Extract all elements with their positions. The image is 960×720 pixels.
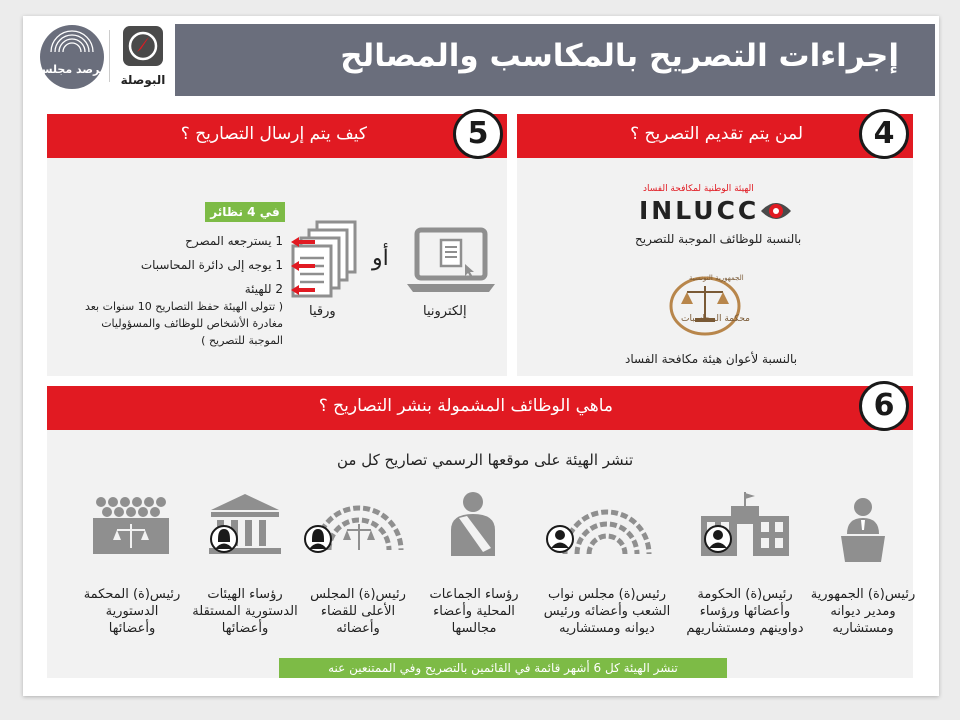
section-4-header bbox=[517, 114, 913, 158]
role-government: رئيس(ة) الحكومة وأعضائها ورؤساء دواوينهم ومستشاريهم bbox=[686, 587, 804, 636]
bousla-logo bbox=[117, 22, 169, 92]
logo-area bbox=[23, 16, 175, 96]
role-judicial-council: رئيس(ة) المجلس الأعلى للقضاء وأعضائه bbox=[310, 587, 406, 636]
section-4-title: لمن يتم تقديم التصريح ؟ bbox=[630, 124, 803, 144]
copy-item-3: 2 للهيئة bbox=[244, 282, 283, 296]
female-person-badge-icon bbox=[303, 524, 333, 554]
role-parliament: رئيس(ة) مجلس نواب الشعب وأعضائه ورئيس ديوانه ومستشاريه bbox=[543, 587, 671, 636]
role-constitutional-court: رئيس(ة) المحكمة الدستورية وأعضائها bbox=[83, 587, 181, 636]
page-title: إجراءات التصريح بالمكاسب والمصالح bbox=[340, 38, 899, 74]
copy-item-1: 1 يسترجعه المصرح bbox=[185, 234, 283, 248]
arrow-left-icon bbox=[291, 285, 315, 295]
inlucc-caption: بالنسبة للوظائف الموجبة للتصريح bbox=[635, 232, 802, 246]
role-constitutional-bodies: رؤساء الهيئات الدستورية المستقلة وأعضائها bbox=[192, 587, 298, 636]
title-bar bbox=[175, 24, 935, 96]
section-6-header bbox=[47, 386, 913, 430]
bousla-logo-text: البوصلة bbox=[120, 73, 166, 87]
publication-footer-tag: تنشر الهيئة كل 6 أشهر قائمة في القائمين بالتصريح وفي الممتنعين عنه bbox=[279, 658, 727, 678]
section-6-panel bbox=[47, 386, 916, 678]
female-person-badge-icon bbox=[209, 524, 239, 554]
section-5-number: 5 bbox=[453, 109, 503, 159]
section-6-title: ماهي الوظائف المشمولة بنشر التصاريح ؟ bbox=[318, 396, 613, 416]
laptop-icon bbox=[403, 224, 499, 296]
arrow-left-icon bbox=[291, 261, 315, 271]
copies-tag: في 4 نظائر bbox=[205, 202, 285, 222]
section-5-header bbox=[47, 114, 507, 158]
infographic-card bbox=[23, 16, 939, 696]
marsad-logo-text: مرصد مجلس bbox=[37, 63, 107, 76]
role-president: رئيس(ة) الجمهورية ومدير ديوانه ومستشاريه bbox=[810, 587, 916, 636]
logo-divider bbox=[109, 30, 110, 82]
marsad-majles-logo bbox=[37, 22, 107, 92]
role-local-councils: رؤساء الجماعات المحلية وأعضاء مجالسها bbox=[429, 587, 519, 636]
section-6-number: 6 bbox=[859, 381, 909, 431]
mayor-sash-icon bbox=[443, 490, 503, 558]
note-line-3: الموجبة للتصريح ) bbox=[201, 334, 283, 347]
or-label: أو bbox=[372, 246, 389, 271]
constitutional-court-icon bbox=[89, 494, 173, 556]
male-person-badge-icon bbox=[703, 524, 733, 554]
court-caption: بالنسبة لأعوان هيئة مكافحة الفساد bbox=[625, 352, 798, 366]
court-of-auditors-logo bbox=[667, 274, 743, 338]
president-podium-icon bbox=[833, 496, 893, 564]
section-5-title: كيف يتم إرسال التصاريح ؟ bbox=[180, 124, 367, 144]
section-5-panel bbox=[47, 114, 507, 376]
arrow-left-icon bbox=[291, 237, 315, 247]
section-6-subtitle: تنشر الهيئة على موقعها الرسمي تصاريح كل من bbox=[337, 451, 634, 469]
inlucc-eye-icon bbox=[759, 196, 793, 226]
paper-label: ورقيا bbox=[309, 304, 336, 319]
court-top-text: الجمهورية التونسية bbox=[689, 274, 744, 282]
court-logo-text: محكمة المحاسبات bbox=[681, 314, 750, 324]
note-line-2: مغادرة الأشخاص للوظائف والمسؤوليات bbox=[101, 317, 283, 330]
section-4-panel bbox=[517, 114, 913, 376]
note-line-1: ( تتولى الهيئة حفظ التصاريح 10 سنوات بعد bbox=[84, 300, 283, 313]
copy-item-2: 1 يوجه إلى دائرة المحاسبات bbox=[140, 258, 283, 272]
inlucc-logo-text: INLUCC bbox=[639, 196, 760, 225]
electronic-label: إلكترونيا bbox=[423, 304, 467, 319]
section-4-number: 4 bbox=[859, 109, 909, 159]
inlucc-arabic-name: الهيئة الوطنية لمكافحة الفساد bbox=[643, 184, 754, 194]
male-person-badge-icon bbox=[545, 524, 575, 554]
